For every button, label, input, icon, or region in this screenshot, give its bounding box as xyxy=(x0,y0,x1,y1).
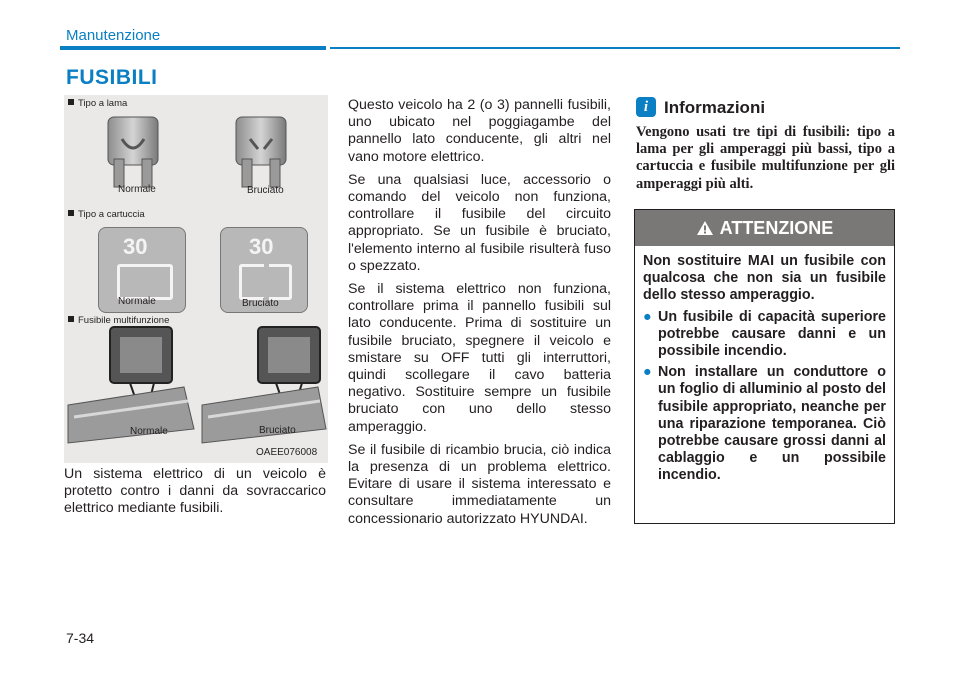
body-paragraph: Se una qualsiasi luce, accessorio o comando del veicolo non funziona, controllare il fusibile del circuito appropriato. Se un fusibile è bruciato, l'elemento interno al fusibile risulterà fuso o spezzato. xyxy=(348,171,611,274)
warning-triangle-icon xyxy=(696,220,714,236)
body-paragraph: Se il fusibile di ricambio brucia, ciò indica la presenza di un problema elettrico. Evitare di usare il sistema interessato e consultare immediatamente un concessionario autorizzato HYUNDAI. xyxy=(348,441,611,527)
page-number: 7-34 xyxy=(66,630,95,646)
warning-list xyxy=(643,309,886,485)
header-rule-dark xyxy=(60,46,326,50)
cartridge-rating-label: 30 xyxy=(249,234,274,259)
figure-code: OAEE076008 xyxy=(256,447,318,458)
warning-header xyxy=(635,210,894,246)
bullet-icon: ● xyxy=(643,308,652,325)
warning-list-item: ● Non installare un conduttore o un foglio di alluminio al posto del fusibile appropriato, neanche per una riparazione temporanea. Ciò potrebbe causare grossi danni al cablaggio e un possibile incendio. xyxy=(643,364,886,484)
fuse-types-figure xyxy=(64,95,328,463)
body-text-column xyxy=(348,97,611,534)
info-title: Informazioni xyxy=(664,98,766,117)
body-paragraph: Questo veicolo ha 2 (o 3) pannelli fusibili, uno ubicato nel poggiagambe del pannello lato conducente, gli altri nel vano motore elettrico. xyxy=(348,97,611,165)
warning-title: ATTENZIONE xyxy=(719,218,834,238)
info-text: Vengono usati tre tipi di fusibili: tipo a lama per gli amperaggi più bassi, tipo a cartuccia e fusibile multifunzione per gli amperaggi più alti. xyxy=(636,124,895,192)
caption-multifuse-normal: Normale xyxy=(130,426,168,437)
info-icon: i xyxy=(636,97,656,117)
blade-fuse-normal xyxy=(108,117,158,187)
intro-paragraph: Un sistema elettrico di un veicolo è protetto contro i danni da sovraccarico elettrico mediante fusibili. xyxy=(64,466,326,517)
warning-intro: Non sostituire MAI un fusibile con qualcosa che non sia un fusibile dello stesso amperaggio. xyxy=(643,253,886,304)
caption-cartridge-blown: Bruciato xyxy=(242,298,279,309)
label-blade-type: Tipo a lama xyxy=(68,98,127,109)
section-title: Manutenzione xyxy=(66,27,161,44)
warning-body xyxy=(643,253,886,489)
blade-fuse-blown xyxy=(236,117,286,187)
page-title: FUSIBILI xyxy=(66,66,158,89)
bullet-icon: ● xyxy=(643,364,652,381)
caption-multifuse-blown: Bruciato xyxy=(259,425,296,436)
body-paragraph: Se il sistema elettrico non funziona, controllare prima il pannello fusibili sul lato conducente. Prima di sostituire un fusibile bruciato, spegnere il veicolo e smistare su OFF tutti gli interruttori, quindi scollegare il cavo batteria negativo. Sostituire sempre un fusibile bruciato con uno dello stesso amperaggio. xyxy=(348,281,611,435)
header-rule-light xyxy=(330,47,900,49)
caption-cartridge-normal: Normale xyxy=(118,296,156,307)
label-multifuse: Fusibile multifunzione xyxy=(68,315,169,326)
caption-blade-normal: Normale xyxy=(118,184,156,195)
cartridge-rating-label: 30 xyxy=(123,234,148,259)
warning-list-item: ● Un fusibile di capacità superiore potrebbe causare danni e un possibile incendio. xyxy=(643,308,886,360)
caption-blade-blown: Bruciato xyxy=(247,185,284,196)
label-cartridge-type: Tipo a cartuccia xyxy=(68,209,145,220)
warning-box xyxy=(634,209,895,524)
blade-fuses-illustration xyxy=(64,109,328,199)
